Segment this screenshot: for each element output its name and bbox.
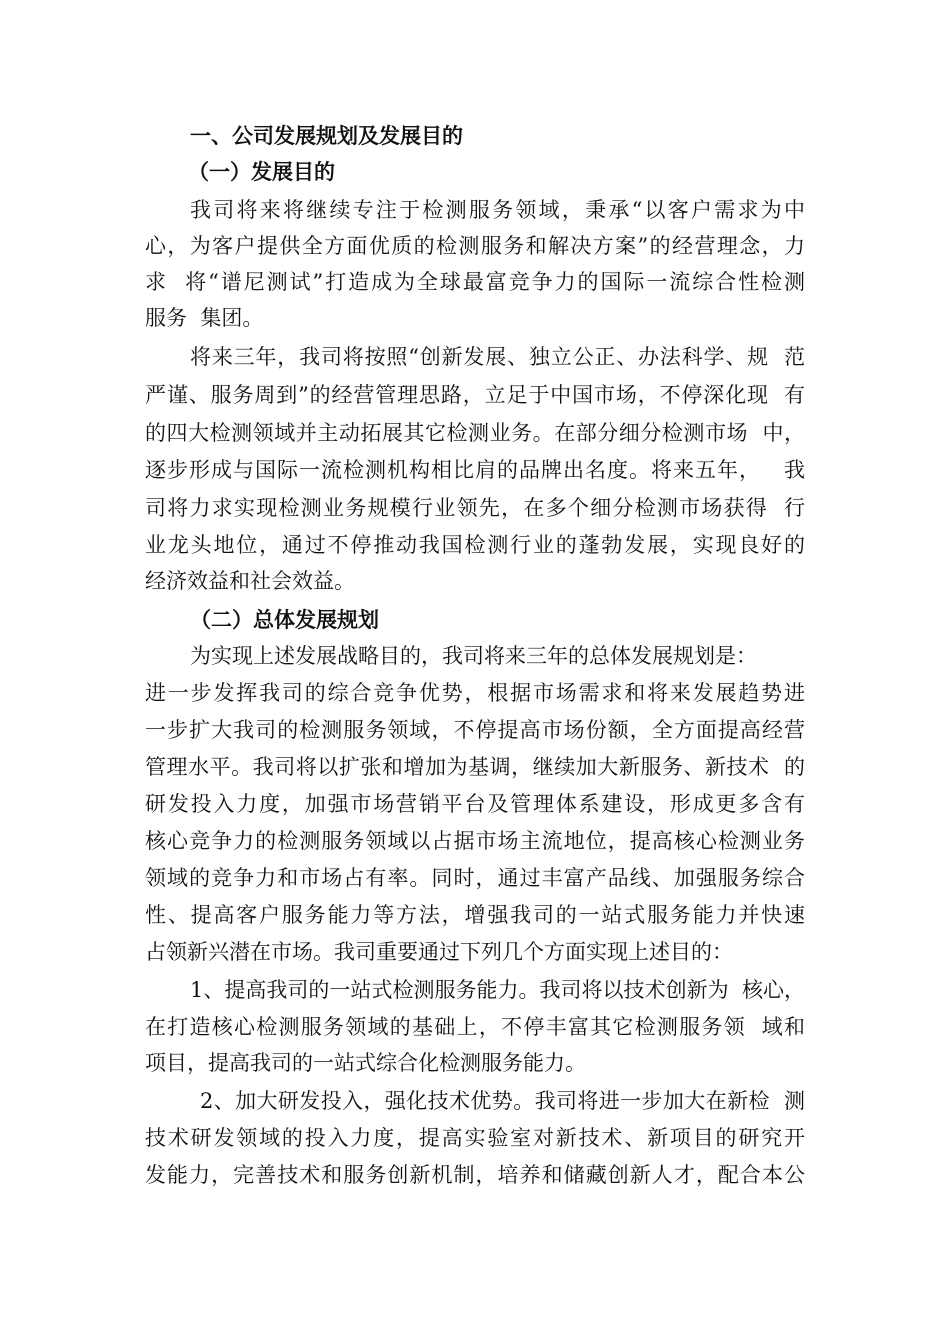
paragraph-line: 技术研发领域的投入力度，提高实验室对新技术、新项目的研究开 <box>145 1126 805 1150</box>
section-1-heading: （一）发展目的 <box>188 160 335 184</box>
paragraph-line: 在打造核心检测服务领域的基础上，不停丰富其它检测服务领 域和 <box>145 1015 805 1039</box>
paragraph-line: 业龙头地位，通过不停推动我国检测行业的蓬勃发展，实现良好的 <box>145 533 805 557</box>
paragraph-line: 为实现上述发展战略目的，我司将来三年的总体发展规划是： <box>190 644 757 668</box>
paragraph-line: 项目，提高我司的一站式综合化检测服务能力。 <box>145 1051 586 1075</box>
paragraph-line: 司将力求实现检测业务规模行业领先，在多个细分检测市场获得 行 <box>145 496 805 520</box>
paragraph-line: 经济效益和社会效益。 <box>145 569 355 593</box>
paragraph-line: 占领新兴潜在市场。我司重要通过下列几个方面实现上述目的： <box>145 940 733 964</box>
paragraph-line: 性、提高客户服务能力等方法，增强我司的一站式服务能力并快速 <box>145 903 805 927</box>
paragraph-line: 领域的竞争力和市场占有率。同时，通过丰富产品线、加强服务综合 <box>145 866 805 890</box>
paragraph-line: 进一步发挥我司的综合竞争优势，根据市场需求和将来发展趋势进 <box>145 681 805 705</box>
paragraph-line: 将来三年，我司将按照“创新发展、独立公正、办法科学、规 范 <box>190 345 805 369</box>
paragraph-line: 我司将来将继续专注于检测服务领域，秉承“以客户需求为中 <box>190 198 805 222</box>
paragraph-line: 核心竞争力的检测服务领域以占据市场主流地位，提高核心检测业务 <box>145 829 805 853</box>
paragraph-line: 管理水平。我司将以扩张和增加为基调，继续加大新服务、新技术 的 <box>145 755 805 779</box>
paragraph-line: 发能力，完善技术和服务创新机制，培养和储藏创新人才，配合本公 <box>145 1163 805 1187</box>
paragraph-line: 逐步形成与国际一流检测机构相比肩的品牌出名度。将来五年， 我 <box>145 458 805 482</box>
paragraph-line: 心，为客户提供全方面优质的检测服务和解决方案”的经营理念，力 <box>145 234 805 258</box>
paragraph-line: 研发投入力度，加强市场营销平台及管理体系建设，形成更多含有 <box>145 792 805 816</box>
paragraph-line: 一步扩大我司的检测服务领域，不停提高市场份额，全方面提高经营 <box>145 718 805 742</box>
paragraph-line: 2、加大研发投入，强化技术优势。我司将进一步加大在新检 测 <box>200 1089 805 1113</box>
paragraph-line: 1、提高我司的一站式检测服务能力。我司将以技术创新为 核心， <box>190 978 805 1002</box>
paragraph-line: 求 将“谱尼测试”打造成为全球最富竞争力的国际一流综合性检测 <box>145 270 805 294</box>
paragraph-line: 严谨、服务周到”的经营管理思路，立足于中国市场，不停深化现 有 <box>145 383 805 407</box>
section-2-heading: （二）总体发展规划 <box>190 608 379 632</box>
paragraph-line: 服务 集团。 <box>145 306 264 330</box>
paragraph-line: 的四大检测领域并主动拓展其它检测业务。在部分细分检测市场 中， <box>145 421 805 445</box>
heading-level-1: 一、公司发展规划及发展目的 <box>190 124 463 148</box>
